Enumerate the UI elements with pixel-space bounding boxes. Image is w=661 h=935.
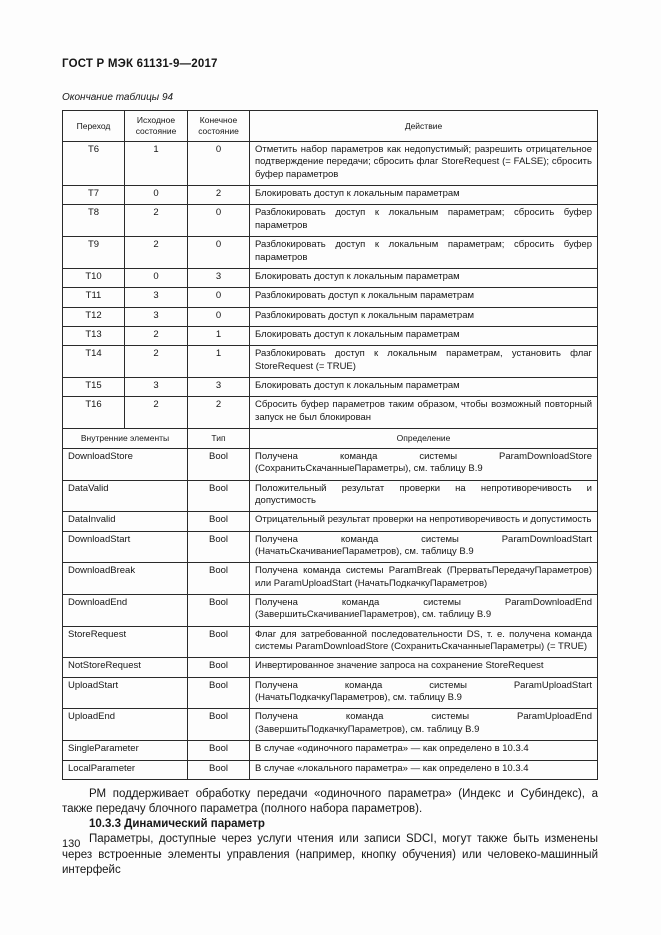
- elements-header-section: [63, 428, 598, 448]
- transition-id-cell: T11: [63, 288, 125, 307]
- action-cell: Разблокировать доступ к локальным параметрам; сбросить буфер параметров: [250, 237, 598, 269]
- element-type-cell: Bool: [188, 626, 250, 658]
- transition-id-cell: T10: [63, 268, 125, 287]
- element-name-cell: SingleParameter: [63, 741, 188, 760]
- page-number: 130: [62, 838, 81, 850]
- transition-id-cell: T7: [63, 186, 125, 205]
- transition-row: [63, 142, 598, 186]
- element-definition-cell: В случае «локального параметра» — как определено в 10.3.4: [250, 760, 598, 779]
- element-name-cell: DataValid: [63, 480, 188, 512]
- col-header-action: Действие: [250, 111, 598, 142]
- section-heading-10-3-3: 10.3.3 Динамический параметр: [89, 818, 265, 831]
- element-definition-cell: Положительный результат проверки на непротиворечивость и допустимость: [250, 480, 598, 512]
- element-type-cell: Bool: [188, 531, 250, 563]
- initial-state-cell: 0: [125, 186, 188, 205]
- elements-header-row: [63, 428, 598, 448]
- element-name-cell: DownloadStart: [63, 531, 188, 563]
- initial-state-cell: 2: [125, 326, 188, 345]
- element-type-cell: Bool: [188, 595, 250, 627]
- paragraph-single-parameter: РМ поддерживает обработку передачи «одиночного параметра» (Индекс и Субиндекс), а также передачу блочного параметра (полного набора параметров).: [62, 787, 598, 816]
- action-cell: Сбросить буфер параметров таким образом, чтобы возможный повторный запуск не был блокирован: [250, 397, 598, 429]
- elements-section: [63, 448, 598, 779]
- transition-row: [63, 377, 598, 396]
- final-state-cell: 0: [188, 307, 250, 326]
- transition-id-cell: T15: [63, 377, 125, 396]
- element-definition-cell: Получена команда системы ParamDownloadEnd (ЗавершитьСкачиваниеПараметров), см. таблицу В.9: [250, 595, 598, 627]
- final-state-cell: 0: [188, 237, 250, 269]
- element-type-cell: Bool: [188, 760, 250, 779]
- element-row: [63, 709, 598, 741]
- transition-row: [63, 186, 598, 205]
- col-header-type: Тип: [188, 428, 250, 448]
- element-definition-cell: Получена команда системы ParamBreak (ПрерватьПередачуПараметров) или ParamUploadStart (НачатьПодкачкуПараметров): [250, 563, 598, 595]
- final-state-cell: 1: [188, 326, 250, 345]
- element-type-cell: Bool: [188, 448, 250, 480]
- initial-state-cell: 0: [125, 268, 188, 287]
- final-state-cell: 0: [188, 205, 250, 237]
- table-header-row: [63, 111, 598, 142]
- paragraph-dynamic-parameter: Параметры, доступные через услуги чтения или записи SDCI, могут также быть изменены через встроенные элементы управления (например, кнопку обучения) или человеко-машинный интерфейс: [62, 833, 598, 876]
- element-row: [63, 531, 598, 563]
- transition-row: [63, 288, 598, 307]
- transition-row: [63, 307, 598, 326]
- element-type-cell: Bool: [188, 741, 250, 760]
- element-definition-cell: Получена команда системы ParamDownloadStore (СохранитьСкачанныеПараметры), см. таблицу В.9: [250, 448, 598, 480]
- transition-id-cell: T6: [63, 142, 125, 186]
- element-type-cell: Bool: [188, 512, 250, 531]
- initial-state-cell: 3: [125, 288, 188, 307]
- col-header-definition: Определение: [250, 428, 598, 448]
- element-name-cell: DataInvalid: [63, 512, 188, 531]
- final-state-cell: 2: [188, 397, 250, 429]
- body-text-block: [62, 787, 598, 878]
- final-state-cell: 2: [188, 186, 250, 205]
- transition-row: [63, 268, 598, 287]
- initial-state-cell: 2: [125, 205, 188, 237]
- final-state-cell: 0: [188, 288, 250, 307]
- action-cell: Блокировать доступ к локальным параметрам: [250, 268, 598, 287]
- element-row: [63, 677, 598, 709]
- final-state-cell: 1: [188, 346, 250, 378]
- element-definition-cell: Получена команда системы ParamDownloadStart (НачатьСкачиваниеПараметров), см. таблицу В.9: [250, 531, 598, 563]
- transition-row: [63, 326, 598, 345]
- initial-state-cell: 2: [125, 397, 188, 429]
- final-state-cell: 0: [188, 142, 250, 186]
- document-title: ГОСТ Р МЭК 61131-9—2017: [62, 58, 218, 70]
- col-header-internal-elements: Внутренние элементы: [63, 428, 188, 448]
- initial-state-cell: 3: [125, 307, 188, 326]
- action-cell: Отметить набор параметров как недопустимый; разрешить отрицательное подтверждение передачи; сбросить флаг StoreRequest (= FALSE); сбросить буфер параметров: [250, 142, 598, 186]
- element-row: [63, 658, 598, 677]
- element-row: [63, 480, 598, 512]
- initial-state-cell: 3: [125, 377, 188, 396]
- final-state-cell: 3: [188, 268, 250, 287]
- element-type-cell: Bool: [188, 480, 250, 512]
- element-definition-cell: Получена команда системы ParamUploadStart (НачатьПодкачкуПараметров), см. таблицу В.9: [250, 677, 598, 709]
- table-caption: Окончание таблицы 94: [62, 92, 174, 103]
- col-header-transition: Переход: [63, 111, 125, 142]
- transition-id-cell: T9: [63, 237, 125, 269]
- transition-id-cell: T16: [63, 397, 125, 429]
- action-cell: Блокировать доступ к локальным параметрам: [250, 377, 598, 396]
- action-cell: Разблокировать доступ к локальным параметрам: [250, 288, 598, 307]
- element-row: [63, 760, 598, 779]
- element-row: [63, 741, 598, 760]
- element-row: [63, 563, 598, 595]
- element-type-cell: Bool: [188, 709, 250, 741]
- action-cell: Блокировать доступ к локальным параметрам: [250, 186, 598, 205]
- action-cell: Блокировать доступ к локальным параметрам: [250, 326, 598, 345]
- element-definition-cell: Отрицательный результат проверки на непротиворечивость и допустимость: [250, 512, 598, 531]
- transition-id-cell: T13: [63, 326, 125, 345]
- element-name-cell: DownloadEnd: [63, 595, 188, 627]
- transition-row: [63, 205, 598, 237]
- transition-row: [63, 237, 598, 269]
- element-definition-cell: Получена команда системы ParamUploadEnd (ЗавершитьПодкачкуПараметров), см. таблицу В.9: [250, 709, 598, 741]
- col-header-initial-state: Исходное состояние: [125, 111, 188, 142]
- transition-id-cell: T8: [63, 205, 125, 237]
- initial-state-cell: 2: [125, 237, 188, 269]
- element-name-cell: NotStoreRequest: [63, 658, 188, 677]
- action-cell: Разблокировать доступ к локальным параметрам, установить флаг StoreRequest (= TRUE): [250, 346, 598, 378]
- element-definition-cell: В случае «одиночного параметра» — как определено в 10.3.4: [250, 741, 598, 760]
- element-row: [63, 595, 598, 627]
- element-row: [63, 626, 598, 658]
- col-header-final-state: Конечное состояние: [188, 111, 250, 142]
- action-cell: Разблокировать доступ к локальным параметрам; сбросить буфер параметров: [250, 205, 598, 237]
- transition-row: [63, 397, 598, 429]
- element-name-cell: StoreRequest: [63, 626, 188, 658]
- element-row: [63, 512, 598, 531]
- transition-row: [63, 346, 598, 378]
- element-name-cell: UploadStart: [63, 677, 188, 709]
- element-name-cell: UploadEnd: [63, 709, 188, 741]
- element-type-cell: Bool: [188, 658, 250, 677]
- transitions-table: [62, 110, 598, 780]
- initial-state-cell: 2: [125, 346, 188, 378]
- element-row: [63, 448, 598, 480]
- element-name-cell: DownloadBreak: [63, 563, 188, 595]
- action-cell: Разблокировать доступ к локальным параметрам: [250, 307, 598, 326]
- final-state-cell: 3: [188, 377, 250, 396]
- element-definition-cell: Флаг для затребованной последовательности DS, т. е. получена команда системы ParamDownloadStore (СохранитьСкачанныеПараметры) (= TRUE): [250, 626, 598, 658]
- element-definition-cell: Инвертированное значение запроса на сохранение StoreRequest: [250, 658, 598, 677]
- transitions-section: [63, 142, 598, 429]
- element-type-cell: Bool: [188, 563, 250, 595]
- element-type-cell: Bool: [188, 677, 250, 709]
- element-name-cell: LocalParameter: [63, 760, 188, 779]
- element-name-cell: DownloadStore: [63, 448, 188, 480]
- transition-id-cell: T14: [63, 346, 125, 378]
- page-content: [62, 58, 598, 878]
- transition-id-cell: T12: [63, 307, 125, 326]
- initial-state-cell: 1: [125, 142, 188, 186]
